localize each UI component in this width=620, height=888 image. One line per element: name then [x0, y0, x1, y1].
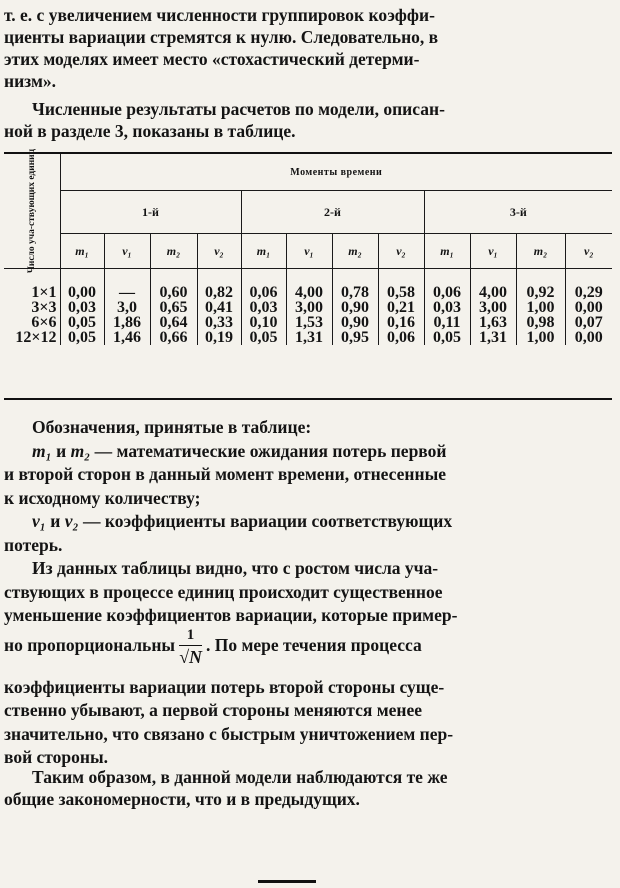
text-line [4, 510, 612, 534]
symbol: v₁ [32, 511, 46, 531]
table-cell: 0,98 [516, 315, 565, 330]
table-cell: 0,03 [424, 300, 470, 315]
notation-and-discussion [4, 416, 612, 770]
table-cell: 0,00 [565, 330, 612, 345]
table-cell: 0,05 [60, 315, 104, 330]
text-line: этих моделях имеет место «стохастический детерми- [4, 49, 420, 69]
table-cell: 0,00 [60, 269, 104, 301]
table-cell: 3,00 [286, 300, 332, 315]
table-bottom-rule [4, 398, 612, 400]
table-cell: 0,92 [516, 269, 565, 301]
table-cell: 1,31 [286, 330, 332, 345]
text-line: Численные результаты расчетов по модели, описан- [32, 99, 445, 119]
variable-header: v₂ [378, 234, 424, 269]
text-run: . По мере течения процесса [205, 634, 422, 655]
table-cell: 0,90 [332, 315, 378, 330]
symbol: v₂ [64, 511, 79, 531]
table-cell: 0,64 [150, 315, 197, 330]
table-cell: 0,78 [332, 269, 378, 301]
variable-header: v₁ [470, 234, 516, 269]
table-cell: 0,19 [197, 330, 241, 345]
text-line: вой стороны. [4, 747, 109, 767]
variable-header: v₁ [286, 234, 332, 269]
text-line: общие закономерности, что и в предыдущих. [4, 789, 360, 809]
symbol: m₁ [32, 440, 52, 461]
text-line: потерь. [4, 534, 63, 555]
text-line: ственно убывают, а первой стороны меняются менее [4, 700, 423, 720]
text-line [4, 440, 612, 464]
table-row [4, 330, 612, 345]
conclusion-paragraph [4, 766, 612, 810]
text-run: — математические ожидания потерь первой [90, 440, 447, 461]
table-cell: 0,10 [241, 315, 286, 330]
text-line: ствующих в процессе единиц происходит существенное [4, 581, 443, 602]
table-cell: 1,00 [516, 300, 565, 315]
row-label: 3×3 [4, 300, 60, 315]
text-line: к исходному количеству; [4, 487, 201, 508]
table-cell: 0,95 [332, 330, 378, 345]
table-cell: 1,00 [516, 330, 565, 345]
table-cell: 0,06 [424, 269, 470, 301]
fraction-numerator: 1 [179, 628, 202, 646]
text-line: циенты вариации стремятся к нулю. Следовательно, в [4, 27, 439, 47]
row-label: 1×1 [4, 269, 60, 301]
table-cell: — [104, 269, 150, 301]
table-cell: 0,82 [197, 269, 241, 301]
row-label: 6×6 [4, 315, 60, 330]
table-cell: 0,29 [565, 269, 612, 301]
variable-header: m₂ [332, 234, 378, 269]
intro-paragraph [4, 4, 612, 92]
text-line: ной в разделе 3, показаны в таблице. [4, 121, 296, 141]
text-run: но пропорциональны [4, 634, 176, 655]
table-cell: 0,90 [332, 300, 378, 315]
text-run: — коэффициенты вариации соответствующих [78, 511, 453, 531]
text-line: значительно, что связано с быстрым уничтожением пер- [4, 723, 454, 744]
table-cell: 0,60 [150, 269, 197, 301]
table-cell: 0,11 [424, 315, 470, 330]
table-cell: 0,05 [241, 330, 286, 345]
table-cell: 3,0 [104, 300, 150, 315]
variable-header: m₁ [241, 234, 286, 269]
variable-header: m₂ [150, 234, 197, 269]
table-cell: 0,41 [197, 300, 241, 315]
variable-header: v₁ [104, 234, 150, 269]
row-header-cell [4, 148, 60, 274]
table-cell: 0,00 [565, 300, 612, 315]
table-cell: 0,07 [565, 315, 612, 330]
text-line: коэффициенты вариации потерь второй стороны суще- [4, 676, 445, 697]
table-row [4, 269, 612, 301]
period-header: 1-й [60, 191, 241, 234]
text-run: и [51, 440, 71, 461]
section-end-rule [258, 880, 316, 883]
table-row [4, 315, 612, 330]
table-cell: 0,05 [60, 330, 104, 345]
table-cell: 0,65 [150, 300, 197, 315]
group-header: Моменты времени [60, 154, 612, 191]
variable-header: m₁ [424, 234, 470, 269]
fraction [179, 628, 202, 666]
table-cell: 1,63 [470, 315, 516, 330]
row-label: 12×12 [4, 330, 60, 345]
variable-header: m₁ [60, 234, 104, 269]
text-line: т. е. с увеличением численности группировок коэффи- [4, 5, 435, 25]
text-line [4, 628, 612, 676]
table-cell: 4,00 [286, 269, 332, 301]
text-line: низм». [4, 71, 56, 91]
table-cell: 0,58 [378, 269, 424, 301]
period-header: 3-й [424, 191, 612, 234]
table-cell: 0,03 [60, 300, 104, 315]
variable-header: v₂ [565, 234, 612, 269]
period-header: 2-й [241, 191, 424, 234]
results-table [4, 148, 612, 346]
text-run: и [45, 511, 65, 531]
table-cell: 1,31 [470, 330, 516, 345]
table-cell: 0,16 [378, 315, 424, 330]
symbol: m₂ [70, 440, 91, 461]
text-line: уменьшение коэффициентов вариации, которые пример- [4, 605, 458, 625]
variable-header: v₂ [197, 234, 241, 269]
table-cell: 0,06 [378, 330, 424, 345]
row-header: Число уча-ствующих единиц [26, 148, 37, 274]
table-cell: 0,05 [424, 330, 470, 345]
table-cell: 0,66 [150, 330, 197, 345]
table-cell: 0,33 [197, 315, 241, 330]
table-cell: 4,00 [470, 269, 516, 301]
table-cell: 1,46 [104, 330, 150, 345]
table-cell: 0,03 [241, 300, 286, 315]
results-paragraph [4, 98, 612, 142]
text-line: и второй сторон в данный момент времени, отнесенные [4, 464, 446, 484]
notation-title: Обозначения, принятые в таблице: [32, 417, 312, 437]
table-cell: 3,00 [470, 300, 516, 315]
table-cell: 1,53 [286, 315, 332, 330]
text-line: Из данных таблицы видно, что с ростом числа уча- [32, 558, 439, 578]
table-cell: 1,86 [104, 315, 150, 330]
fraction-denominator: √N [179, 646, 202, 667]
variable-header: m₂ [516, 234, 565, 269]
text-line: Таким образом, в данной модели наблюдаются те же [32, 767, 448, 787]
table-cell: 0,21 [378, 300, 424, 315]
table-row [4, 300, 612, 315]
table-cell: 0,06 [241, 269, 286, 301]
